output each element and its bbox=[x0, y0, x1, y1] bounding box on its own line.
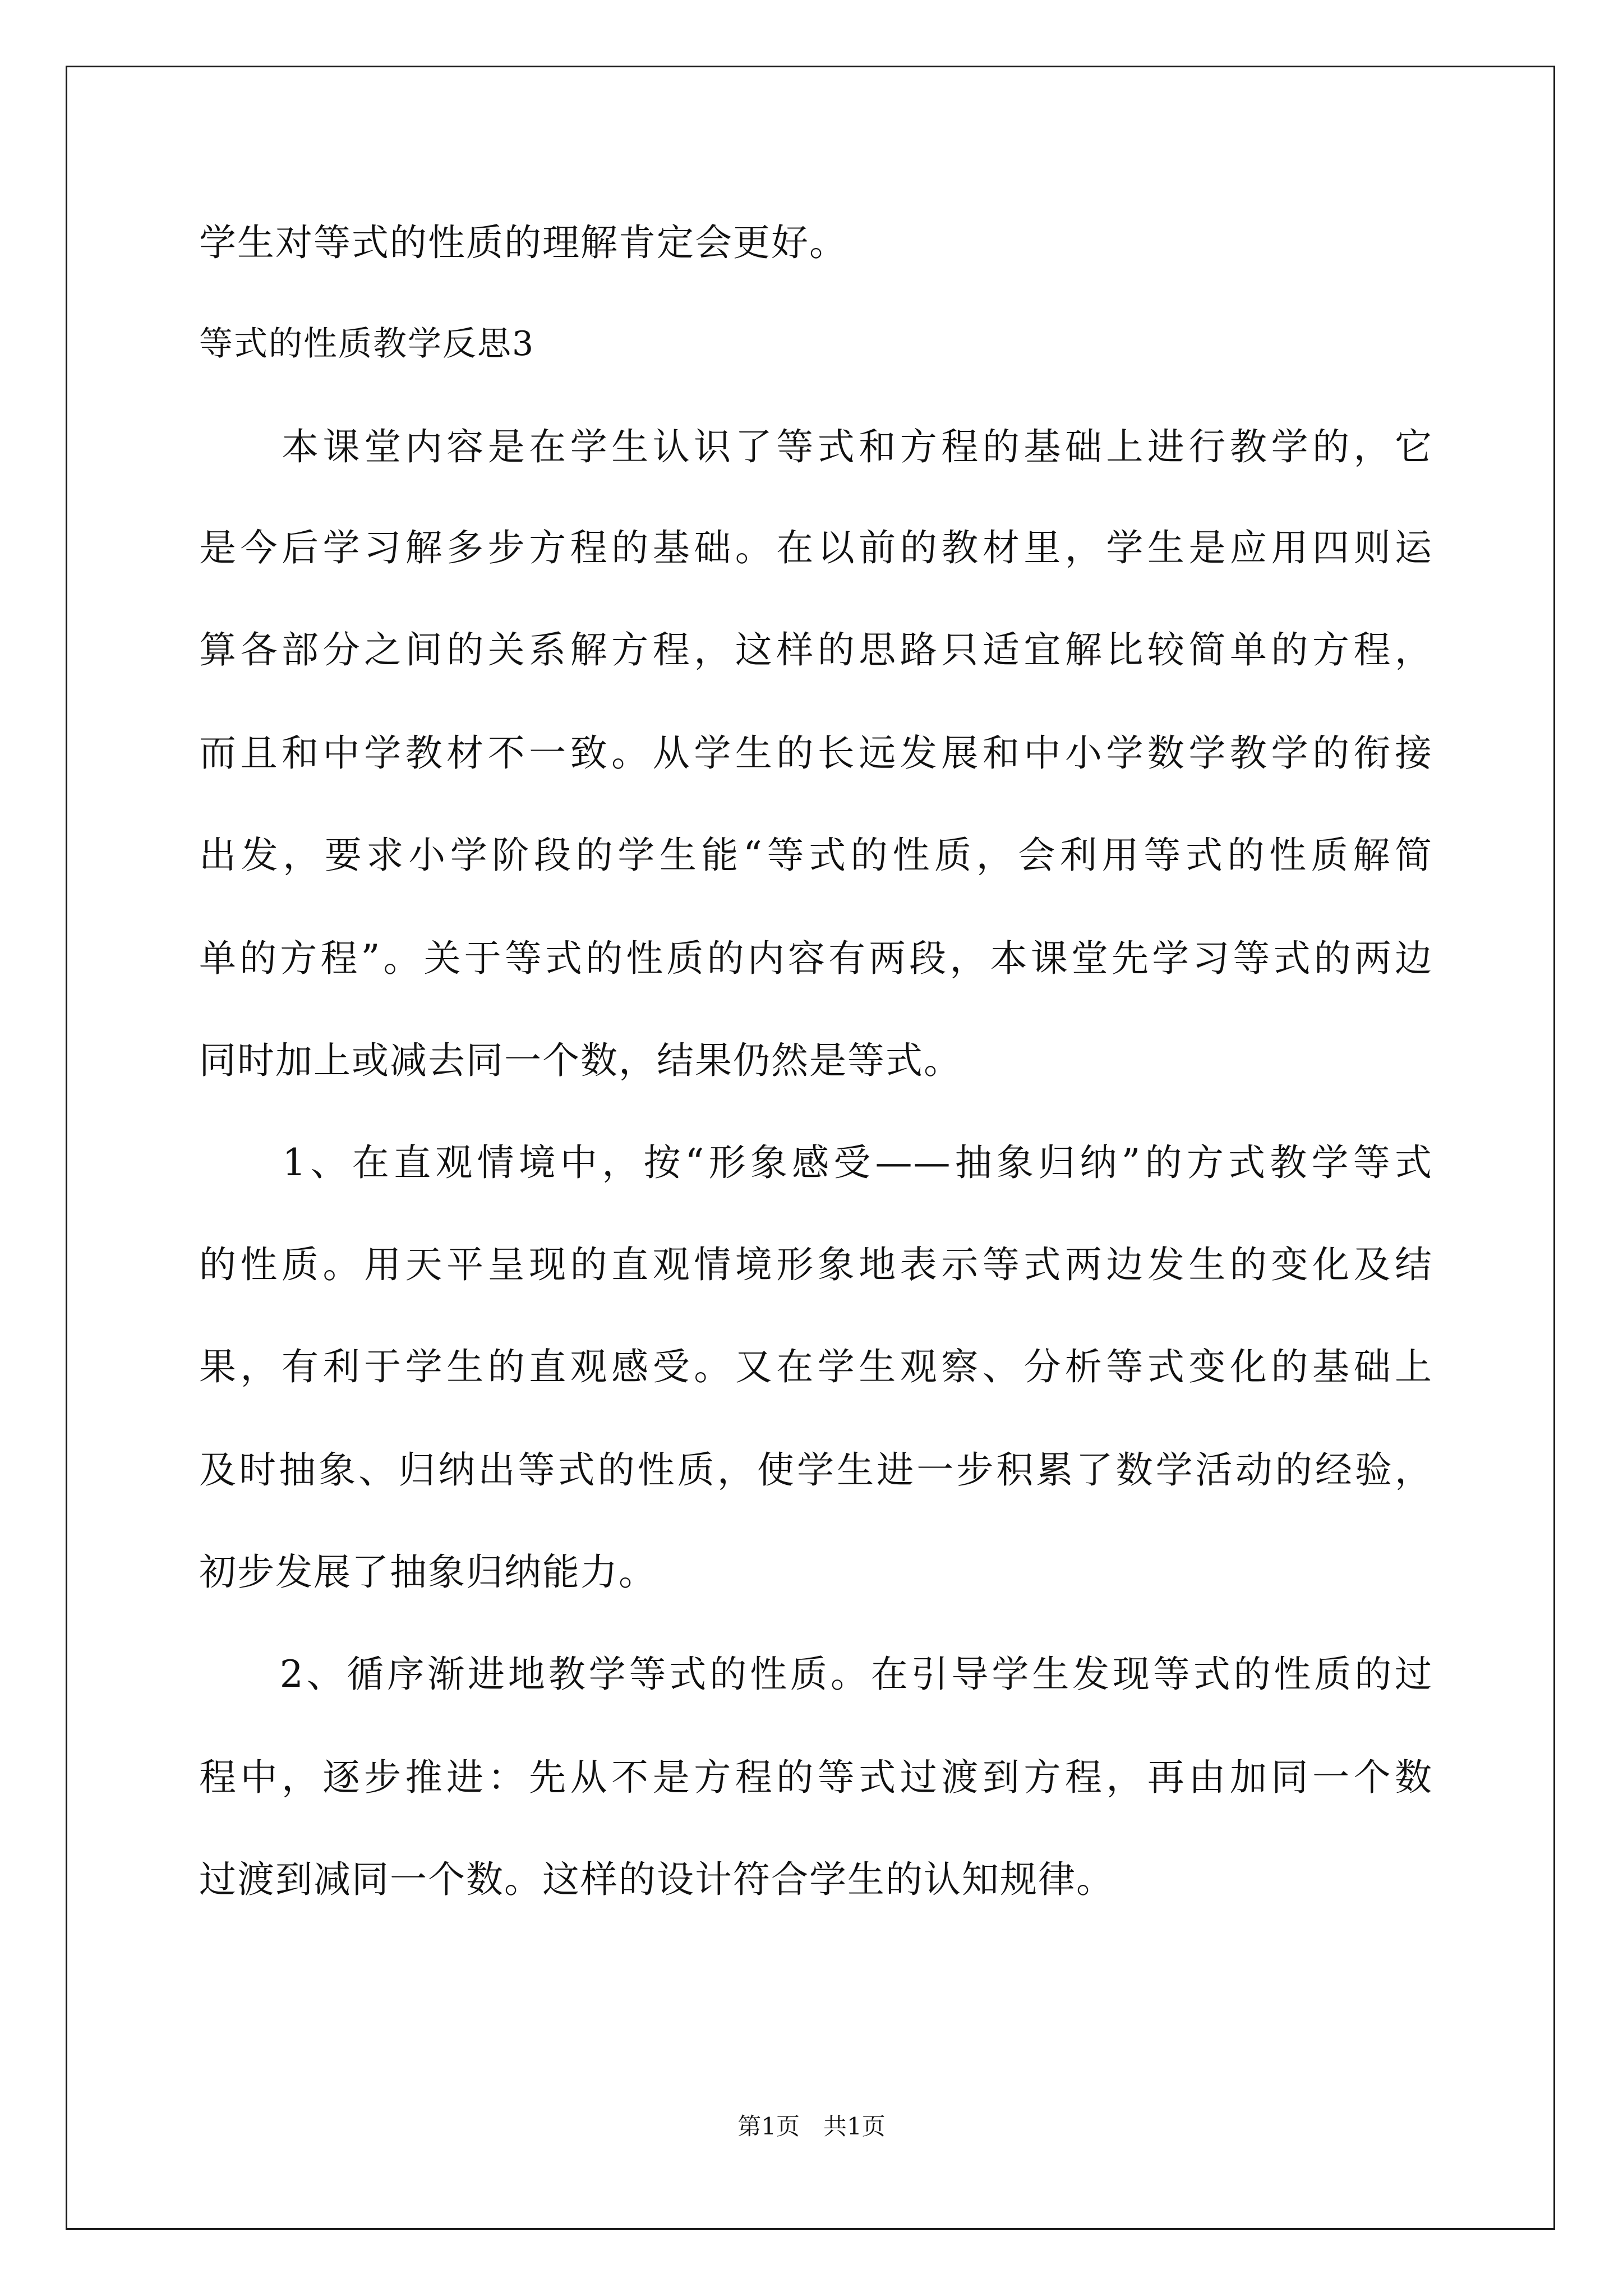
text-line: 而且和中学教材不一致。从学生的长远发展和中小学数学教学的衔接 bbox=[199, 731, 1433, 775]
text-line: 算各部分之间的关系解方程，这样的思路只适宜解比较简单的方程， bbox=[199, 628, 1433, 671]
page-number: 第1页 共1页 bbox=[737, 2113, 886, 2140]
text-line: 1、在直观情境中，按“形象感受——抽象归纳”的方式教学等式 bbox=[199, 1141, 1433, 1184]
text-line: 的性质。用天平呈现的直观情境形象地表示等式两边发生的变化及结 bbox=[199, 1243, 1433, 1286]
text-line: 果，有利于学生的直观感受。又在学生观察、分析等式变化的基础上 bbox=[199, 1345, 1433, 1388]
text-line: 是今后学习解多步方程的基础。在以前的教材里，学生是应用四则运 bbox=[199, 526, 1433, 569]
section-heading: 等式的性质教学反思3 bbox=[199, 324, 535, 364]
text-line: 学生对等式的性质的理解肯定会更好。 bbox=[199, 221, 847, 264]
text-line: 及时抽象、归纳出等式的性质，使学生进一步积累了数学活动的经验， bbox=[199, 1448, 1433, 1492]
text-line: 程中，逐步推进：先从不是方程的等式过渡到方程，再由加同一个数 bbox=[199, 1756, 1433, 1799]
text-line: 2、循序渐进地教学等式的性质。在引导学生发现等式的性质的过 bbox=[199, 1653, 1433, 1696]
text-line: 出发，要求小学阶段的学生能“等式的性质，会利用等式的性质解简 bbox=[199, 834, 1433, 877]
text-line: 单的方程”。关于等式的性质的内容有两段，本课堂先学习等式的两边 bbox=[199, 937, 1433, 980]
text-line: 同时加上或减去同一个数，结果仍然是等式。 bbox=[199, 1039, 962, 1082]
text-line: 过渡到减同一个数。这样的设计符合学生的认知规律。 bbox=[199, 1858, 1114, 1901]
text-line: 本课堂内容是在学生认识了等式和方程的基础上进行教学的，它 bbox=[199, 425, 1433, 468]
text-line: 初步发展了抽象归纳能力。 bbox=[199, 1550, 657, 1594]
